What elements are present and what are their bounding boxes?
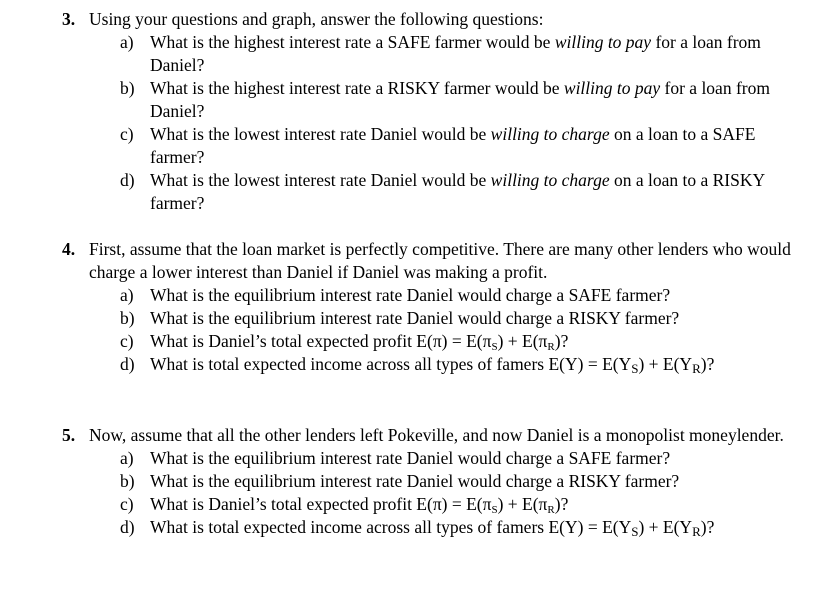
sub-question-text: What is the lowest interest rate Daniel would be <box>150 170 491 190</box>
sub-question-text: What is the equilibrium interest rate Daniel would charge a RISKY farmer? <box>150 308 680 328</box>
sub-question-text: on a loan to a RISKY farmer? <box>150 170 765 213</box>
sub-question-a <box>62 284 792 307</box>
subscript: R <box>547 504 555 516</box>
sub-question-text: for a loan from Daniel? <box>150 32 761 75</box>
sub-question-c <box>62 330 792 353</box>
sub-question-text: What is the equilibrium interest rate Daniel would charge a SAFE farmer? <box>150 285 671 305</box>
sub-question-label: a) <box>120 32 134 52</box>
subscript: S <box>491 504 498 516</box>
sub-question-text: What is total expected income across all types of famers E(Y) = E(Y <box>150 517 632 537</box>
subscript: R <box>692 524 701 539</box>
sub-question-label: b) <box>120 471 135 491</box>
sub-question-text: What is the highest interest rate a SAFE farmer would be <box>150 32 555 52</box>
sub-question-d <box>62 353 792 376</box>
subscript: S <box>631 361 639 376</box>
sub-question-text: What is the equilibrium interest rate Daniel would charge a RISKY farmer? <box>150 471 680 491</box>
sub-question-text: on a loan to a SAFE farmer? <box>150 124 756 167</box>
sub-question-label: b) <box>120 78 135 98</box>
question-3 <box>62 8 792 215</box>
question-number: 3. <box>62 9 76 29</box>
sub-question-label: a) <box>120 285 134 305</box>
sub-question-text: ) + E(π <box>497 331 548 351</box>
sub-question-text: )? <box>554 494 569 514</box>
question-stem: Using your questions and graph, answer the following questions: <box>89 9 544 29</box>
sub-question-label: a) <box>120 448 134 468</box>
sub-question-label: b) <box>120 308 135 328</box>
sub-question-text: ) + E(Y <box>638 517 693 537</box>
emphasis-text: willing to pay <box>563 78 661 98</box>
subscript: R <box>547 341 555 353</box>
sub-question-text: What is the lowest interest rate Daniel would be <box>150 124 491 144</box>
sub-question-label: c) <box>120 124 134 144</box>
sub-question-text: What is the highest interest rate a RISKY farmer would be <box>150 78 564 98</box>
sub-question-a <box>62 31 792 77</box>
question-4 <box>62 238 792 376</box>
sub-question-text: for a loan from Daniel? <box>150 78 770 121</box>
question-stem: First, assume that the loan market is perfectly competitive. There are many other lenders who would charge a lower interest than Daniel if Daniel was making a profit. <box>89 239 791 282</box>
sub-question-label: d) <box>120 170 135 190</box>
sub-question-d <box>62 169 792 215</box>
sub-question-text: What is Daniel’s total expected profit E(π) = E(π <box>150 494 492 514</box>
question-stem: Now, assume that all the other lenders left Pokeville, and now Daniel is a monopolist moneylender. <box>89 425 784 445</box>
subscript: R <box>692 361 701 376</box>
sub-question-text: )? <box>700 354 715 374</box>
sub-question-label: d) <box>120 517 135 537</box>
sub-question-text: )? <box>700 517 715 537</box>
sub-question-b <box>62 77 792 123</box>
sub-question-text: )? <box>554 331 569 351</box>
sub-question-label: c) <box>120 494 134 514</box>
sub-question-a <box>62 447 792 470</box>
emphasis-text: willing to pay <box>554 32 652 52</box>
sub-question-text: What is Daniel’s total expected profit E(π) = E(π <box>150 331 492 351</box>
emphasis-text: willing to charge <box>490 170 610 190</box>
sub-question-text: ) + E(Y <box>638 354 693 374</box>
sub-question-b <box>62 470 792 493</box>
subscript: S <box>491 341 498 353</box>
question-number: 5. <box>62 425 76 445</box>
sub-question-label: d) <box>120 354 135 374</box>
sub-question-text: ) + E(π <box>497 494 548 514</box>
sub-question-c <box>62 123 792 169</box>
sub-question-text: What is the equilibrium interest rate Daniel would charge a SAFE farmer? <box>150 448 671 468</box>
sub-question-c <box>62 493 792 516</box>
sub-question-b <box>62 307 792 330</box>
sub-question-label: c) <box>120 331 134 351</box>
sub-question-text: What is total expected income across all types of famers E(Y) = E(Y <box>150 354 632 374</box>
question-5 <box>62 424 792 539</box>
emphasis-text: willing to charge <box>490 124 610 144</box>
question-number: 4. <box>62 239 76 259</box>
sub-question-d <box>62 516 792 539</box>
subscript: S <box>631 524 639 539</box>
